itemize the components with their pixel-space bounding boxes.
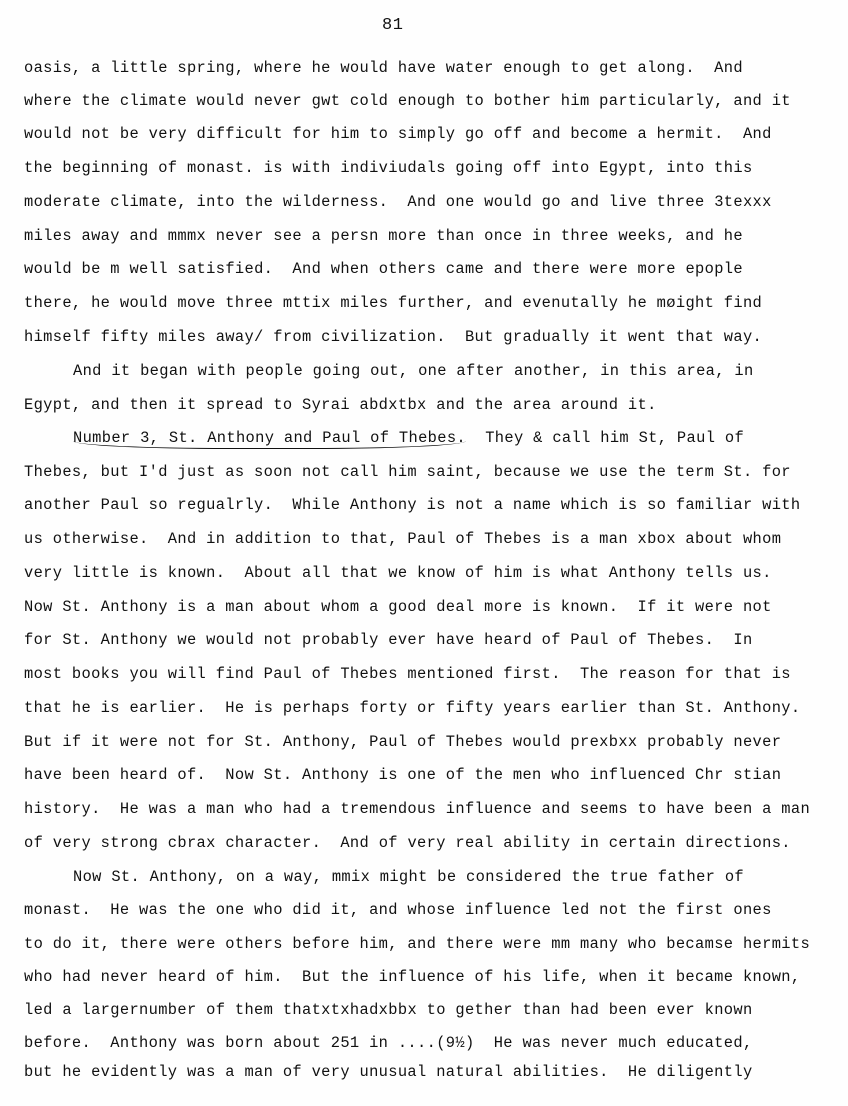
text-line: for St. Anthony we would not probably ever have heard of Paul of Thebes. In [24, 631, 753, 649]
struck-text: & [533, 429, 543, 447]
text-line: Number 3, St. Anthony and Paul of Thebes. They & call him St, Paul of [73, 429, 745, 447]
struck-text: xbox [637, 530, 676, 548]
text-line: led a largernumber of them thatxtxhadxbbx to gether than had been ever known [24, 1001, 753, 1019]
struck-text: cbrax [167, 834, 216, 852]
text-line: monast. He was the one who did it, and whose influence led not the first ones [24, 901, 772, 919]
text-line: most books you will find Paul of Thebes mentioned first. The reason for that is [24, 665, 791, 683]
text-line: Now St. Anthony, on a way, mmix might be considered the true father of [73, 868, 745, 886]
text-line: Thebes, but I'd just as soon not call him saint, because we use the term St. for [24, 463, 791, 481]
struck-text: mttix [282, 294, 331, 312]
section-heading: Number 3, St. Anthony and Paul of Thebes. [73, 429, 467, 447]
text-line: have been heard of. Now St. Anthony is one of the men who influenced Chr stian [24, 766, 782, 784]
text-line: us otherwise. And in addition to that, Paul of Thebes is a man xbox about whom [24, 530, 782, 548]
text-line: oasis, a little spring, where he would have water enough to get along. And [24, 59, 743, 77]
text-line: the beginning of monast. is with indiviudals going off into Egypt, into this [24, 159, 753, 177]
text-line: where the climate would never gwt cold enough to bother him particularly, and it [24, 92, 791, 110]
struck-text: prexb [570, 733, 619, 751]
struck-text: mmmx [167, 227, 207, 245]
text-line: But if it were not for St. Anthony, Paul of Thebes would prexbxx probably never [24, 733, 782, 751]
struck-text: m [110, 260, 120, 278]
text-line: moderate climate, into the wilderness. And one would go and live three 3texxx [24, 193, 772, 211]
text-line: would be m well satisfied. And when others came and there were more epople [24, 260, 743, 278]
text-line: would not be very difficult for him to simply go off and become a hermit. And [24, 125, 772, 143]
text-line: very little is known. About all that we know of him is what Anthony tells us. [24, 564, 772, 582]
struck-text: mmix [331, 868, 371, 886]
text-line: history. He was a man who had a tremendous influence and seems to have been a man [24, 800, 811, 818]
text-line: that he is earlier. He is perhaps forty or fifty years earlier than St. Anthony. [24, 699, 801, 717]
struck-text: abdxtbx [359, 396, 427, 414]
text-line: Now St. Anthony is a man about whom a good deal more is known. If it were not [24, 598, 772, 616]
text-line: And it began with people going out, one after another, in this area, in [73, 362, 754, 380]
page-number: 81 [382, 16, 404, 35]
struck-text: thatxtxhadxbbx [282, 1001, 418, 1019]
text-line: Egypt, and then it spread to Syrai abdxtbx and the area around it. [24, 396, 657, 414]
struck-text: mm [551, 935, 571, 953]
text-line: but he evidently was a man of very unusual natural abilities. He diligently [24, 1063, 753, 1081]
text-line: of very strong cbrax character. And of very real ability in certain directions. [24, 834, 791, 852]
struck-text: 3tex [714, 193, 753, 211]
text-line: who had never heard of him. But the influence of his life, when it became known, [24, 968, 801, 986]
text-line: there, he would move three mttix miles further, and evenutally he møight find [24, 294, 763, 312]
text-line: another Paul so regualrly. While Anthony is not a name which is so familiar with [24, 496, 801, 514]
text-line: miles away and mmmx never see a persn more than once in three weeks, and he [24, 227, 743, 245]
text-line: himself fifty miles away/ from civilization. But gradually it went that way. [24, 328, 763, 346]
text-line: to do it, there were others before him, and there were mm many who becamse hermits [24, 935, 811, 953]
struck-text: ø [666, 294, 676, 312]
text-line: before. Anthony was born about 251 in ....(9½) He was never much educated, [24, 1034, 753, 1052]
